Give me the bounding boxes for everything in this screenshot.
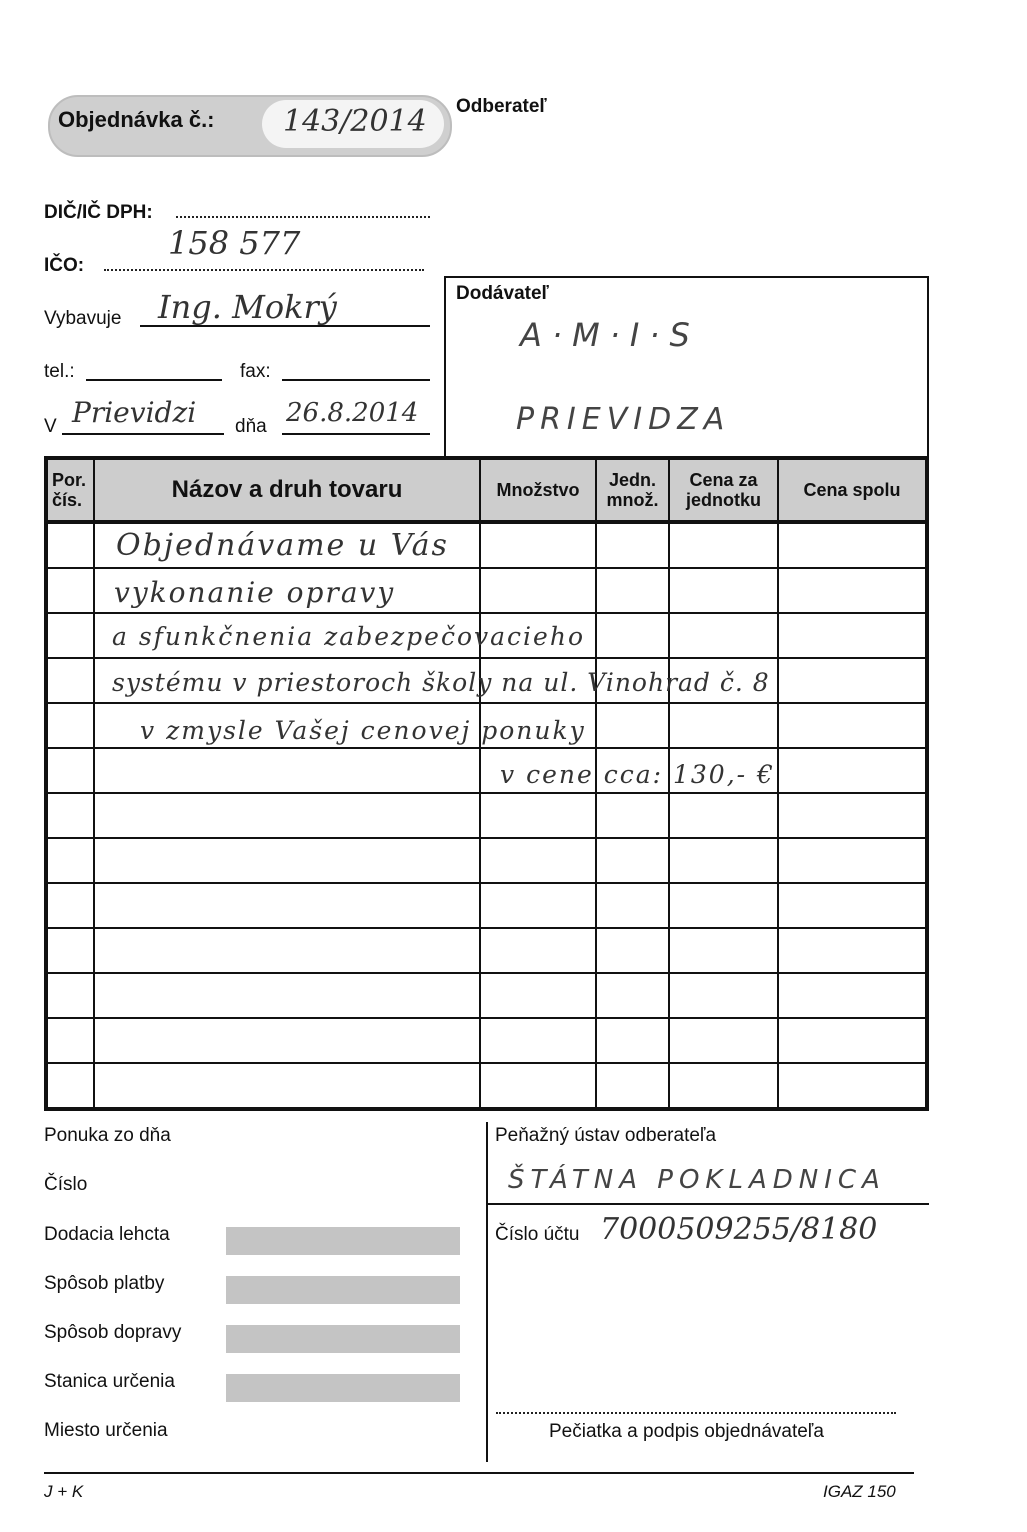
col-header-unit-price: Cena za jednotku xyxy=(669,458,778,522)
section-divider xyxy=(486,1122,488,1462)
destination-place-label: Miesto určenia xyxy=(44,1420,168,1441)
fax-label: fax: xyxy=(240,361,271,382)
payment-method-field[interactable] xyxy=(226,1276,460,1304)
date-field[interactable] xyxy=(282,433,430,435)
account-value: 7000509255/8180 xyxy=(600,1212,878,1247)
offer-date-label: Ponuka zo dňa xyxy=(44,1125,171,1146)
delivery-term-label: Dodacia lehcta xyxy=(44,1224,170,1245)
delivery-term-field[interactable] xyxy=(226,1227,460,1255)
place-value: Prievidzi xyxy=(72,396,197,429)
destination-station-label: Stanica určenia xyxy=(44,1371,175,1392)
date-label: dňa xyxy=(235,416,267,437)
col-header-total: Cena spolu xyxy=(778,458,927,522)
supplier-name: A·M·I·S xyxy=(520,316,700,354)
item-line-3: a sfunkčnenia zabezpečovacieho xyxy=(112,622,586,651)
account-label: Číslo účtu xyxy=(495,1224,580,1245)
handled-by-label: Vybavuje xyxy=(44,308,122,329)
payment-method-label: Spôsob platby xyxy=(44,1273,165,1294)
supplier-city: PRIEVIDZA xyxy=(516,402,731,437)
bank-value: ŠTÁTNA POKLADNICA xyxy=(508,1165,886,1195)
dic-field[interactable] xyxy=(176,216,430,218)
item-line-5: v zmysle Vašej cenovej ponuky xyxy=(140,716,586,745)
supplier-label: Dodávateľ xyxy=(456,283,549,304)
tel-field[interactable] xyxy=(86,379,222,381)
destination-station-field[interactable] xyxy=(226,1374,460,1402)
footer-rule xyxy=(44,1472,914,1474)
bank-label: Peňažný ústav odberateľa xyxy=(495,1125,717,1146)
col-header-name: Názov a druh tovaru xyxy=(94,458,480,522)
fax-field[interactable] xyxy=(282,379,430,381)
ico-field[interactable] xyxy=(104,269,424,271)
item-line-1: Objednávame u Vás xyxy=(116,528,449,563)
handled-by-value: Ing. Mokrý xyxy=(158,288,337,326)
tel-label: tel.: xyxy=(44,361,75,382)
date-value: 26.8.2014 xyxy=(286,398,419,428)
number-label: Číslo xyxy=(44,1174,88,1195)
col-header-number: Por. čís. xyxy=(46,458,94,522)
ico-label: IČO: xyxy=(44,255,85,276)
place-label: V xyxy=(44,416,57,437)
bank-divider xyxy=(488,1203,929,1205)
transport-method-field[interactable] xyxy=(226,1325,460,1353)
dic-label: DIČ/IČ DPH: xyxy=(44,202,153,223)
signature-label: Pečiatka a podpis objednávateľa xyxy=(549,1421,824,1442)
col-header-unit: Jedn. množ. xyxy=(596,458,669,522)
order-number-value: 143/2014 xyxy=(283,104,427,139)
order-label: Objednávka č.: xyxy=(58,107,215,132)
place-field[interactable] xyxy=(62,433,224,435)
customer-label: Odberateľ xyxy=(456,96,547,117)
item-line-4: systému v priestoroch školy na ul. Vinohrad č. 8 xyxy=(112,668,770,697)
item-line-6: v cene cca: 130,- € xyxy=(500,760,775,789)
signature-line[interactable] xyxy=(496,1412,896,1414)
transport-method-label: Spôsob dopravy xyxy=(44,1322,182,1343)
footer-right: IGAZ 150 xyxy=(823,1482,896,1501)
col-header-quantity: Množstvo xyxy=(480,458,596,522)
ico-value: 158 577 xyxy=(168,224,301,262)
item-line-2: vykonanie opravy xyxy=(114,576,396,609)
footer-left: J + K xyxy=(44,1482,84,1501)
